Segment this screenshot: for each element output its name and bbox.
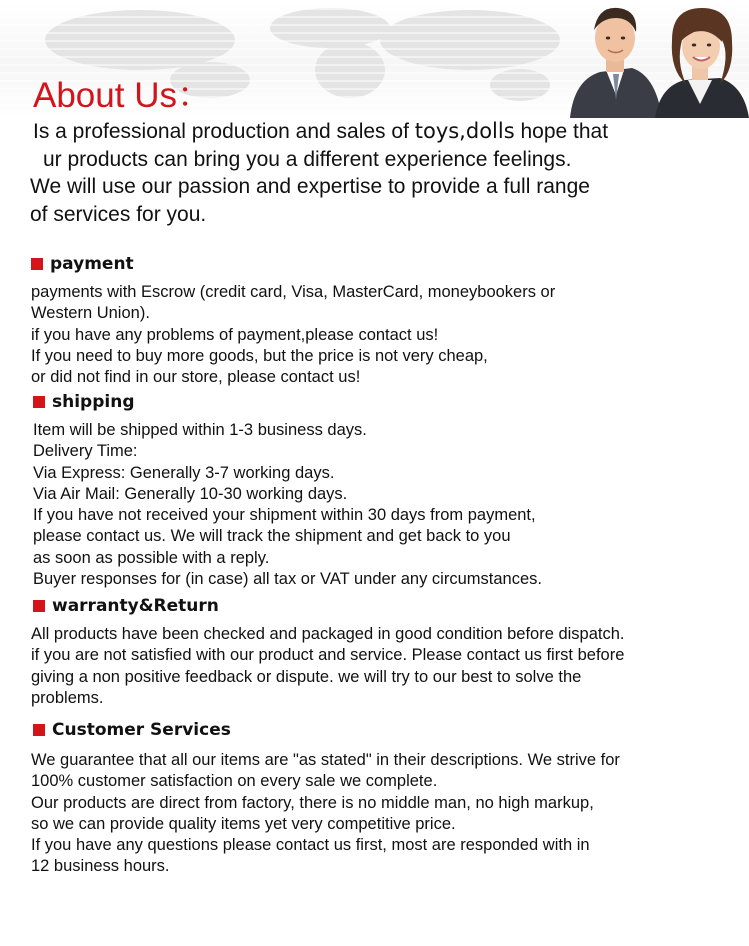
shipping-line: please contact us. We will track the shipment and get back to you bbox=[33, 527, 511, 546]
intro-line: of services for you. bbox=[30, 202, 207, 226]
customer-line: We guarantee that all our items are "as stated" in their descriptions. We strive for bbox=[31, 751, 620, 769]
shipping-heading-label: shipping bbox=[52, 392, 135, 412]
intro-paragraph bbox=[30, 118, 730, 228]
shipping-heading bbox=[33, 392, 135, 412]
warranty-line: problems. bbox=[31, 688, 104, 707]
intro-line: ur products can bring you a different experience feelings. bbox=[43, 147, 572, 171]
shipping-line: Buyer responses for (in case) all tax or VAT under any circumstances. bbox=[33, 570, 542, 589]
shipping-line: Via Air Mail: Generally 10-30 working days. bbox=[33, 484, 348, 503]
intro-text: Is a professional production and sales of bbox=[33, 120, 415, 143]
intro-text: hope that bbox=[514, 120, 609, 143]
warranty-heading-label: warranty&Return bbox=[52, 596, 219, 616]
payment-heading bbox=[31, 254, 134, 274]
red-square-icon bbox=[31, 258, 43, 270]
product-keywords: toys,dolls bbox=[414, 119, 515, 143]
shipping-line: Item will be shipped within 1-3 business days. bbox=[33, 421, 367, 439]
red-square-icon bbox=[33, 600, 45, 612]
warranty-line: All products have been checked and packaged in good condition before dispatch. bbox=[31, 625, 625, 643]
customer-services-heading bbox=[33, 720, 231, 740]
payment-text bbox=[31, 282, 731, 388]
customer-services-heading-label: Customer Services bbox=[52, 720, 231, 740]
warranty-text bbox=[31, 624, 731, 709]
red-square-icon bbox=[33, 396, 45, 408]
warranty-line: if you are not satisfied with our product and service. Please contact us first before bbox=[31, 646, 625, 665]
payment-heading-label: payment bbox=[50, 254, 134, 274]
customer-line: Our products are direct from factory, there is no middle man, no high markup, bbox=[31, 793, 594, 812]
shipping-line: Delivery Time: bbox=[33, 442, 138, 461]
payment-line: If you need to buy more goods, but the price is not very cheap, bbox=[31, 346, 488, 365]
payment-line: Western Union). bbox=[31, 304, 150, 323]
red-square-icon bbox=[33, 724, 45, 736]
intro-line: We will use our passion and expertise to provide a full range bbox=[30, 175, 590, 198]
payment-line: or did not find in our store, please contact us! bbox=[31, 368, 361, 387]
shipping-line: Via Express: Generally 3-7 working days. bbox=[33, 463, 335, 482]
warranty-heading bbox=[33, 596, 219, 616]
shipping-line: as soon as possible with a reply. bbox=[33, 548, 270, 567]
customer-line: If you have any questions please contact us first, most are responded with in bbox=[31, 836, 590, 855]
customer-line: 12 business hours. bbox=[31, 857, 170, 876]
payment-line: payments with Escrow (credit card, Visa, MasterCard, moneybookers or bbox=[31, 283, 556, 301]
payment-line: if you have any problems of payment,please contact us! bbox=[31, 325, 439, 344]
customer-line: so we can provide quality items yet very competitive price. bbox=[31, 814, 456, 833]
business-people-photo bbox=[560, 0, 749, 118]
customer-services-text bbox=[31, 750, 731, 878]
shipping-text bbox=[33, 420, 733, 590]
customer-line: 100% customer satisfaction on every sale we complete. bbox=[31, 772, 438, 791]
page-title: About Us： bbox=[33, 76, 212, 115]
warranty-line: giving a non positive feedback or dispute. we will try to our best to solve the bbox=[31, 667, 582, 686]
shipping-line: If you have not received your shipment within 30 days from payment, bbox=[33, 506, 536, 525]
intro-line bbox=[30, 118, 730, 146]
